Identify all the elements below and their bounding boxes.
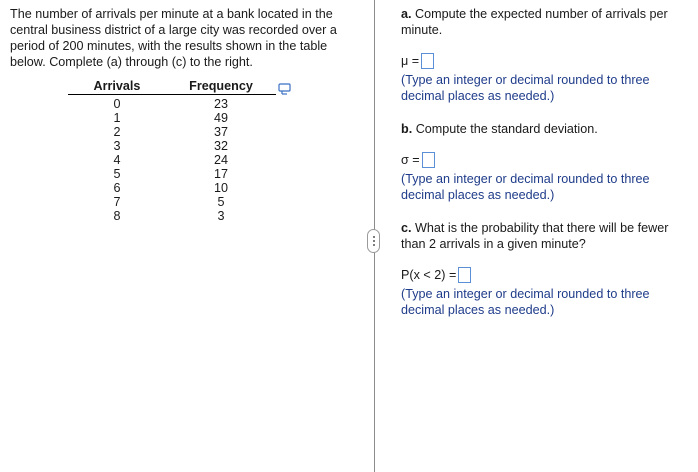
part-c-answer-row xyxy=(401,266,691,284)
frequency-cell: 24 xyxy=(213,153,228,167)
frequency-table-wrap xyxy=(10,79,355,223)
frequency-table xyxy=(68,79,276,223)
mu-label: μ = xyxy=(401,54,420,68)
part-a-question xyxy=(401,6,691,38)
part-b-question xyxy=(401,121,691,137)
mu-input[interactable] xyxy=(421,53,434,69)
frequency-cell: 5 xyxy=(217,195,225,209)
probability-label: P(x < 2) = xyxy=(401,268,457,282)
arrivals-cell: 5 xyxy=(113,167,121,181)
part-a xyxy=(401,6,691,104)
sigma-label: σ = xyxy=(401,153,420,167)
arrivals-cell: 4 xyxy=(113,153,121,167)
probability-input[interactable] xyxy=(458,267,471,283)
arrivals-cell: 2 xyxy=(113,125,121,139)
table-row xyxy=(68,195,276,209)
handle-dot xyxy=(373,244,375,246)
header-frequency: Frequency xyxy=(166,79,276,95)
table-row xyxy=(68,181,276,195)
sigma-input[interactable] xyxy=(422,152,435,168)
arrivals-cell: 3 xyxy=(113,139,121,153)
frequency-cell: 10 xyxy=(213,181,228,195)
part-c-text: What is the probability that there will be fewer than 2 arrivals in a given minute? xyxy=(401,221,669,251)
frequency-cell: 3 xyxy=(217,209,225,223)
part-c-question xyxy=(401,220,691,252)
frequency-cell: 23 xyxy=(213,97,228,111)
answer-panel xyxy=(401,6,691,318)
arrivals-cell: 6 xyxy=(113,181,121,195)
table-row xyxy=(68,111,276,125)
part-a-hint: (Type an integer or decimal rounded to three decimal places as needed.) xyxy=(401,73,650,103)
copy-table-icon[interactable] xyxy=(278,83,292,95)
question-panel xyxy=(10,6,355,223)
frequency-cell: 37 xyxy=(213,125,228,139)
part-c-label: c. xyxy=(401,221,412,235)
table-row xyxy=(68,153,276,167)
table-row xyxy=(68,139,276,153)
table-row xyxy=(68,95,276,112)
part-b-label: b. xyxy=(401,122,413,136)
part-b xyxy=(401,121,691,203)
part-a-text: Compute the expected number of arrivals per minute. xyxy=(401,7,668,37)
part-c-hint: (Type an integer or decimal rounded to three decimal places as needed.) xyxy=(401,287,650,317)
frequency-cell: 49 xyxy=(213,111,228,125)
arrivals-cell: 7 xyxy=(113,195,121,209)
handle-dot xyxy=(373,240,375,242)
part-b-text: Compute the standard deviation. xyxy=(415,122,598,136)
table-header-row xyxy=(68,79,276,95)
problem-statement: The number of arrivals per minute at a bank located in the central business district of a large city was recorded over a period of 200 minutes, with the results shown in the table below. Complete (a) through (c) to the right. xyxy=(10,7,337,69)
part-a-label: a. xyxy=(401,7,412,21)
panel-resize-handle[interactable] xyxy=(367,229,380,253)
part-b-hint: (Type an integer or decimal rounded to three decimal places as needed.) xyxy=(401,172,650,202)
handle-dot xyxy=(373,236,375,238)
arrivals-cell: 8 xyxy=(113,209,121,223)
frequency-cell: 32 xyxy=(213,139,228,153)
table-row xyxy=(68,167,276,181)
part-b-answer-row xyxy=(401,151,691,169)
part-a-answer-row xyxy=(401,52,691,70)
part-c xyxy=(401,220,691,318)
arrivals-cell: 0 xyxy=(113,97,121,111)
table-row xyxy=(68,125,276,139)
arrivals-cell: 1 xyxy=(113,111,121,125)
table-row xyxy=(68,209,276,223)
frequency-cell: 17 xyxy=(213,167,228,181)
header-arrivals: Arrivals xyxy=(68,79,166,95)
